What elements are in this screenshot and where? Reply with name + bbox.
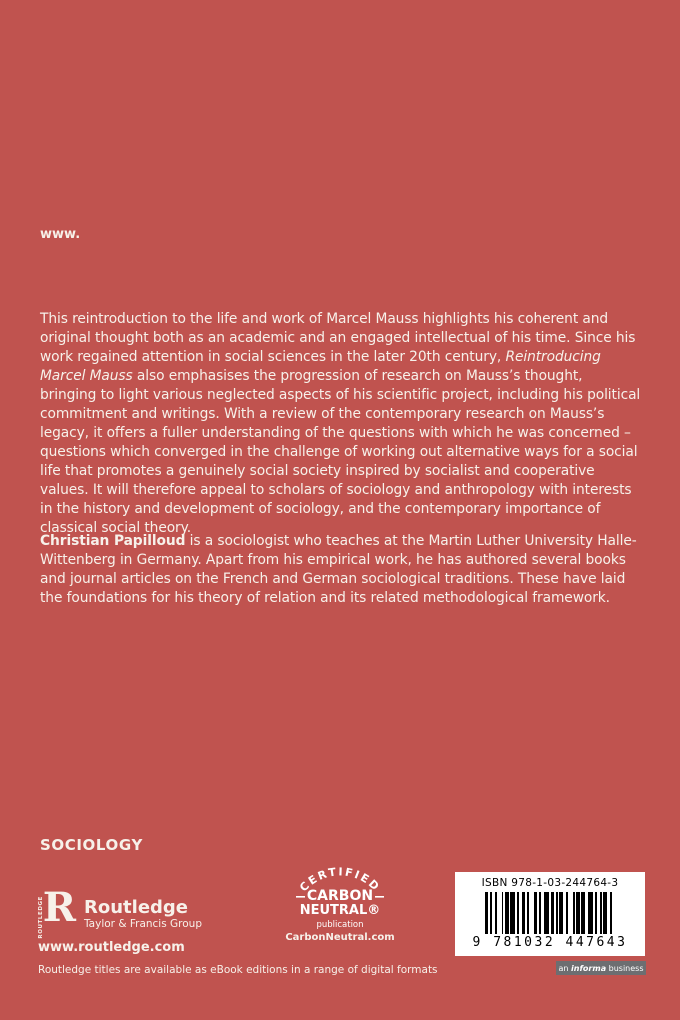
- publisher-name: Routledge: [84, 896, 189, 918]
- blurb-text-2: also emphasises the progression of research on Mauss’s thought, bringing to light various neglected aspects of his scientific project, including his political commitment and writings. With a review of the contemporary research on Mauss’s legacy, it offers a fuller understanding of the questions with which he was concerned – questions which converged in the challenge of working out alternative ways for a social life that promotes a genuinely social society inspired by socialist and cooperative values. It will therefore appeal to scholars of sociology and anthropology with interests in the history and development of sociology, and the contemporary importance of classical social theory.: [40, 367, 641, 536]
- isbn-digits: 9 781032 447643: [472, 935, 628, 950]
- publisher-tagline: Taylor & Francis Group: [84, 918, 202, 931]
- informa-brand: informa: [571, 963, 607, 973]
- informa-strip: [556, 961, 646, 975]
- book-title-italic: Reintroducing Marcel Mauss: [40, 348, 601, 384]
- blurb-paragraph: [40, 310, 642, 538]
- badge-right-rule: [375, 896, 384, 898]
- routledge-r-glyph: R: [42, 884, 76, 931]
- category-label: SOCIOLOGY: [40, 836, 143, 854]
- informa-pre: an: [558, 963, 571, 973]
- routledge-logo: [36, 884, 202, 939]
- author-bio-paragraph: [40, 532, 642, 608]
- informa-post: business: [606, 963, 644, 973]
- badge-publication-text: publication: [316, 920, 364, 930]
- badge-carbon-text: CARBON: [306, 888, 374, 904]
- carbon-neutral-badge-icon: [280, 856, 400, 932]
- author-name: Christian Papilloud: [40, 532, 186, 549]
- carbon-neutral-badge: [280, 856, 400, 936]
- publisher-website: www.routledge.com: [38, 940, 185, 955]
- blurb-text-1: This reintroduction to the life and work of Marcel Mauss highlights his coherent and original thought both as an academic and an engaged intellectual of his time. Since his work regained attention in social sciences in the later 20th century,: [40, 310, 636, 365]
- badge-certified-text: CERTIFIED: [297, 865, 383, 895]
- top-url-fragment: www.: [40, 227, 81, 242]
- routledge-logo-icon: [36, 884, 76, 939]
- publisher-names: [84, 898, 202, 931]
- isbn-label: ISBN 978-1-03-244764-3: [481, 877, 619, 889]
- routledge-vertical-text: ROUTLEDGE: [38, 896, 44, 939]
- badge-left-rule: [296, 896, 305, 898]
- carbon-neutral-url: CarbonNeutral.com: [285, 932, 395, 943]
- badge-neutral-text: NEUTRAL®: [299, 903, 381, 918]
- isbn-block: [455, 872, 645, 956]
- author-bio-text: is a sociologist who teaches at the Martin Luther University Halle-Wittenberg in Germany. Apart from his empirical work, he has authored several books and journal articles on the French and German sociological traditions. These have laid the foundations for his theory of relation and its related methodological framework.: [40, 532, 637, 606]
- ebook-availability-note: Routledge titles are available as eBook editions in a range of digital formats: [38, 964, 438, 976]
- barcode: [467, 892, 633, 934]
